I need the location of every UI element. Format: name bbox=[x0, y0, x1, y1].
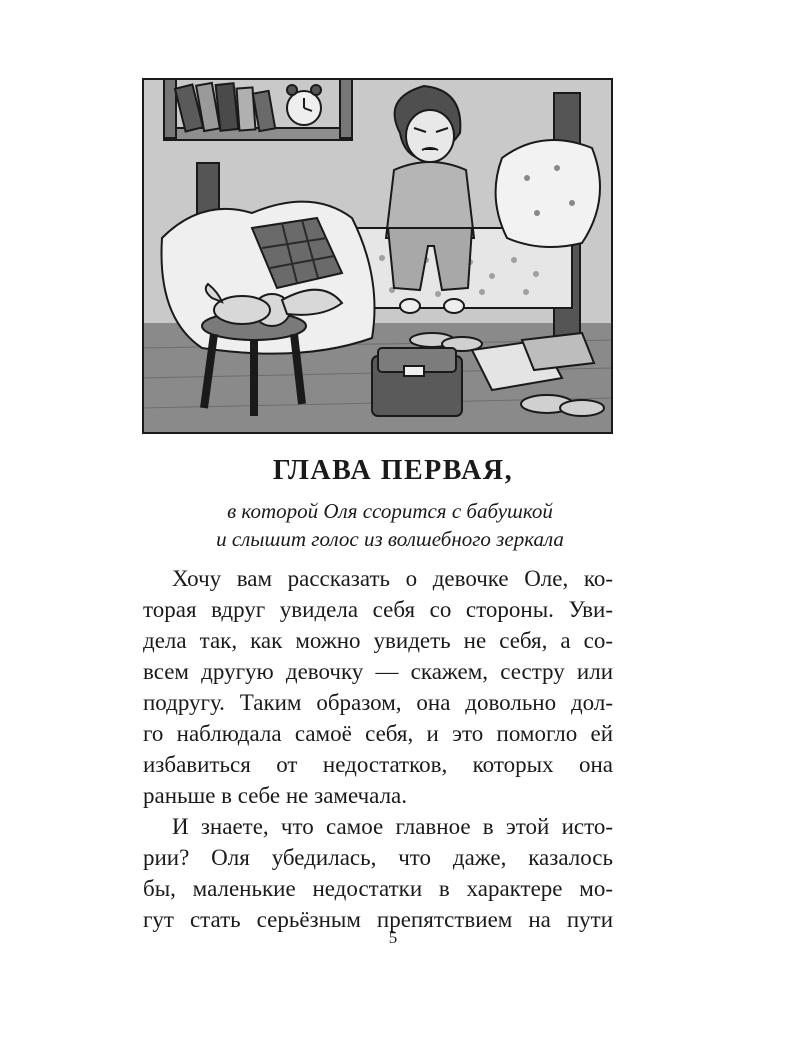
text-line: И знаете, что самое главное в этой исто- bbox=[172, 814, 613, 839]
text-line: раньше в себе не замечала. bbox=[143, 783, 408, 808]
text-line: подругу. Таким образом, она довольно дол- bbox=[143, 690, 613, 715]
text-line: гут стать серьёзным препятствием на пути bbox=[143, 907, 613, 932]
text-line: бы, маленькие недостатки в характере мо- bbox=[143, 876, 613, 901]
chapter-title: ГЛАВА ПЕРВАЯ, bbox=[272, 455, 514, 486]
chapter-illustration bbox=[142, 78, 613, 434]
text-line: го наблюдала самоё себя, и это помогло ей bbox=[143, 721, 613, 746]
text-line: избавиться от недостатков, которых она bbox=[143, 752, 613, 777]
chapter-subtitle-line: и слышит голос из волшебного зеркала bbox=[216, 527, 564, 551]
satchel-icon bbox=[372, 348, 462, 416]
alarm-clock-icon bbox=[287, 85, 321, 125]
chapter-subtitle-line: в которой Оля ссорится с бабушкой bbox=[227, 499, 553, 523]
pillow-icon bbox=[496, 140, 600, 247]
text-line: торая вдруг увидела себя со стороны. Уви- bbox=[143, 597, 613, 622]
text-line: Хочу вам рассказать о девочке Оле, ко- bbox=[172, 566, 613, 591]
page-number: 5 bbox=[388, 928, 398, 947]
text-line: дела так, как можно увидеть не себя, а со- bbox=[143, 628, 613, 653]
text-line: всем другую девочку — скажем, сестру или bbox=[143, 659, 613, 684]
text-line: рии? Оля убедилась, что даже, казалось bbox=[143, 845, 613, 870]
